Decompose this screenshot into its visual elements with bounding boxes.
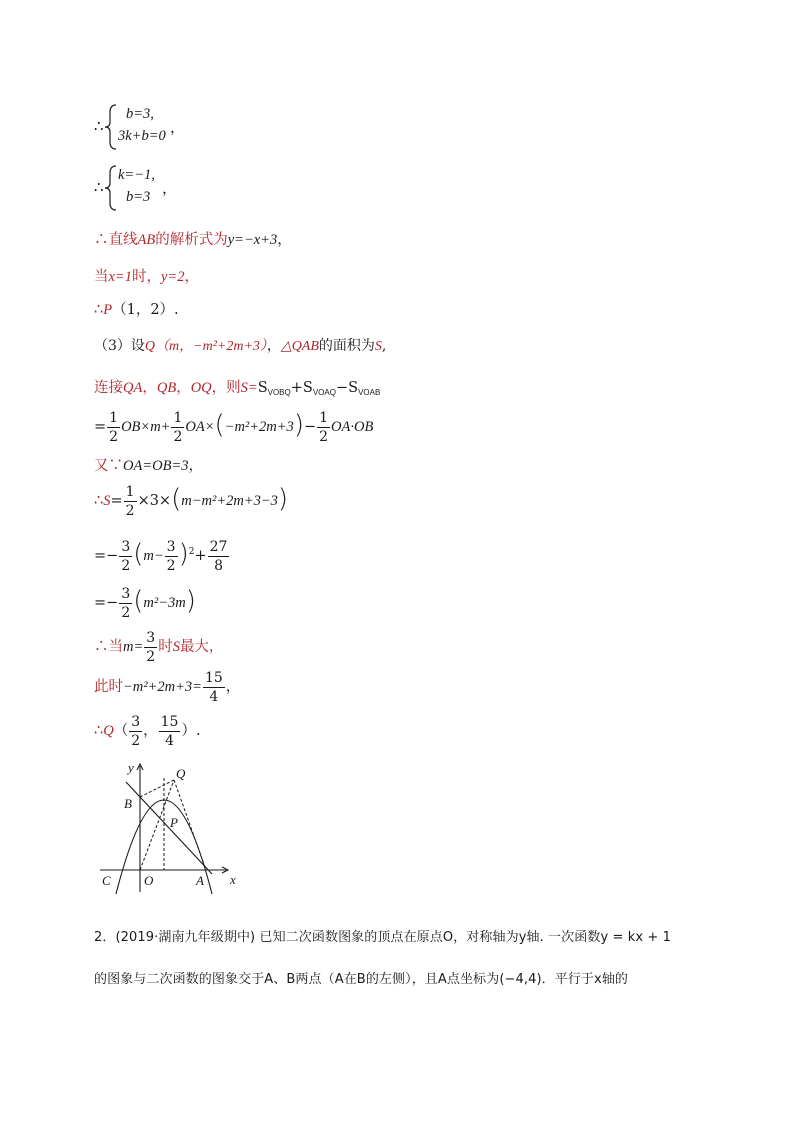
left-brace-icon [104,165,118,211]
label-b: B [124,796,132,811]
point-p-result: ∴P（1，2）. [94,302,179,318]
label-x: x [230,872,236,887]
label-p: P [170,815,178,830]
therefore-symbol: ∴ [94,117,104,135]
system-row-2: b=3 [126,189,151,205]
problem-2-line-2: 的图象与二次函数的图象交于A、B两点（A在B的左侧），且A点坐标为(−4,4)．平行于x轴的 [94,972,629,987]
fraction: $\frac{3}{2}$ [166,538,176,574]
system-row-1: k=−1, [118,167,155,183]
when-x-equals-1: 当x=1时，y=2， [94,269,199,285]
area-expression-2: ∴S= $\frac{1}{2}$ ×3×(m−m²+2m+3−3) [94,483,289,519]
area-expression-4: =− $\frac{3}{2}$ (m²−3m) [94,585,196,621]
equation-system-2 [94,165,314,211]
fraction: $\frac{3}{2}$ [146,629,156,665]
system-tail: ， [162,179,178,197]
fraction: $\frac{3}{2}$ [121,538,131,574]
line-ab [126,782,212,874]
segment-oq [140,780,174,870]
fraction: $\frac{15}{4}$ [204,669,223,705]
segment-qa [174,780,206,870]
label-a: A [196,873,204,888]
label-c: C [102,873,111,888]
system-row-2: 3k+b=0 [118,128,166,144]
therefore-symbol: ∴ [94,178,104,196]
area-expression-1: = $\frac{1}{2}$ OB×m+ $\frac{1}{2}$ OA×(−m²+2m+3)− $\frac{1}{2}$ OA·OB [94,409,374,445]
label-q: Q [176,766,186,781]
line-ab-statement: ∴直线AB的解析式为y=−x+3， [94,232,292,248]
at-this-time-statement: 此时−m²+2m+3= $\frac{15}{4}$ ， [94,669,241,705]
connect-statement: 连接QA，QB，OQ，则$S=S_{VOBQ}+S_{VOAQ}-S_{VOAB}$ [94,380,381,397]
part-3-setup: （3）设Q（m，−m²+2m+3），△QAB的面积为S, [94,338,387,354]
label-o: O [144,873,154,888]
system-tail: ， [170,118,186,136]
fraction: $\frac{1}{2}$ [125,483,135,519]
label-y: y [128,760,134,775]
fraction: $\frac{1}{2}$ [173,409,183,445]
parabola-graph [96,758,242,894]
fraction: $\frac{1}{2}$ [319,409,329,445]
fraction: $\frac{3}{2}$ [131,713,141,749]
also-statement: 又∵OA=OB=3， [94,458,203,474]
fraction: $\frac{27}{8}$ [209,538,228,574]
equation-system-1 [94,104,314,150]
problem-2-line-1: 2．(2019·湖南九年级期中) 已知二次函数图象的顶点在原点O，对称轴为y轴. 一次函数y = kx + 1 [94,930,671,945]
system-row-1: b=3, [126,106,154,122]
fraction: $\frac{15}{4}$ [160,713,179,749]
fraction: $\frac{3}{2}$ [121,585,131,621]
fraction: $\frac{1}{2}$ [109,409,119,445]
left-brace-icon [104,104,118,150]
point-q-result: ∴Q（ $\frac{3}{2}$ ， $\frac{15}{4}$ ）. [94,713,201,749]
maximum-statement: ∴当m= $\frac{3}{2}$ 时S最大， [94,629,224,665]
area-expression-3: =− $\frac{3}{2}$ (m− $\frac{3}{2}$ )$^2$+ $\frac{27}{8}$ [94,538,228,574]
